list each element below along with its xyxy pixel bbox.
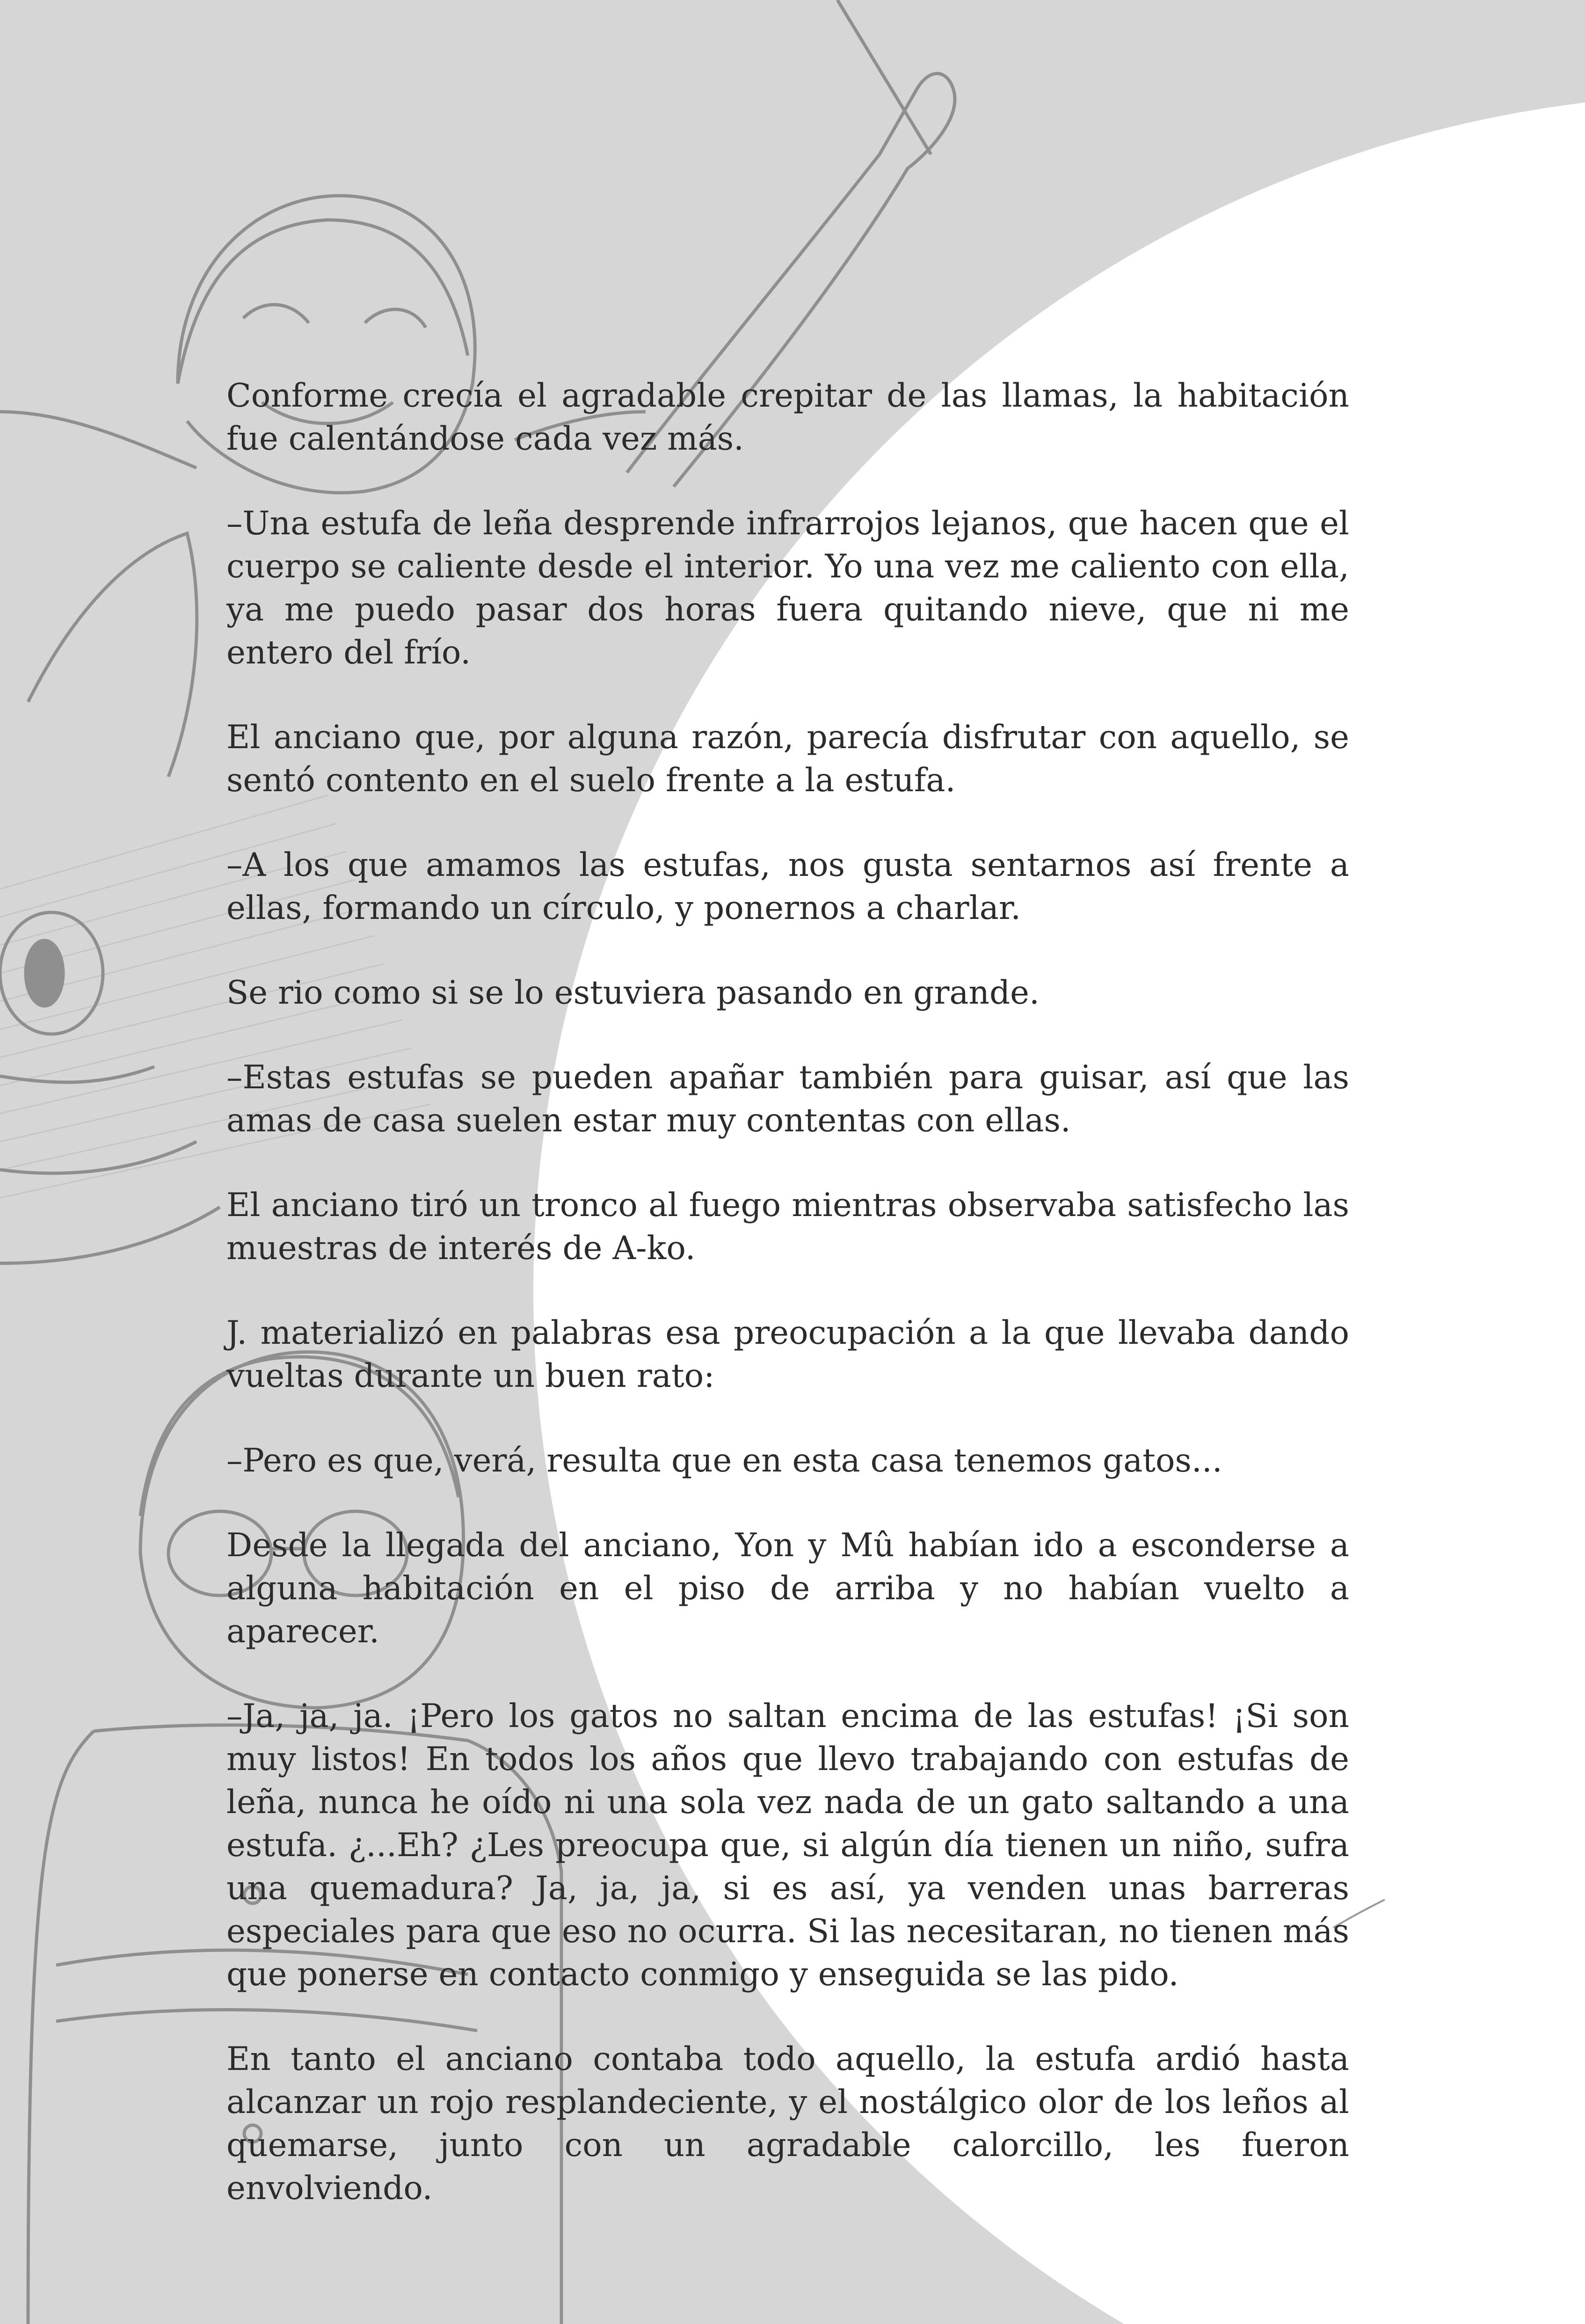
paragraph-3: El anciano que, por alguna razón, parecía disfrutar con aquello, se sentó contento en el suelo frente a la estufa. xyxy=(226,719,1349,799)
paragraph-11: –Ja, ja, ja. ¡Pero los gatos no saltan encima de las estufas! ¡Si son muy listos! En todos los años que llevo trabajando con estufas de leña, nunca he oído ni una sola vez nada de un gato saltando a una estufa. ¿...Eh? ¿Les preocupa que, si algún día tienen un niño, sufra una quemadura? Ja, ja, ja, si es así, ya venden unas barreras especiales para que eso no ocurra. Si las necesitaran, no tienen más que ponerse en contacto conmigo y enseguida se las pido. xyxy=(226,1697,1349,1993)
cat-pupil xyxy=(26,940,63,1006)
paragraph-1: Conforme crecía el agradable crepitar de las llamas, la habitación fue calentándose cada vez más. xyxy=(226,377,1349,458)
paragraph-12: En tanto el anciano contaba todo aquello, la estufa ardió hasta alcanzar un rojo resplandeciente, y el nostálgico olor de los leños al quemarse, junto con un agradable calorcillo, les fueron envolviendo. xyxy=(226,2040,1349,2207)
paragraph-4: –A los que amamos las estufas, nos gusta sentarnos así frente a ellas, formando un círculo, y ponernos a charlar. xyxy=(226,846,1349,927)
paragraph-5: Se rio como si se lo estuviera pasando en grande. xyxy=(226,974,1040,1012)
paragraph-2: –Una estufa de leña desprende infrarrojos lejanos, que hacen que el cuerpo se caliente desde el interior. Yo una vez me caliento con ella, ya me puedo pasar dos horas fuera quitando nieve, que ni me entero del frío. xyxy=(226,505,1349,671)
paragraph-10: Desde la llegada del anciano, Yon y Mû habían ido a esconderse a alguna habitación en el piso de arriba y no habían vuelto a aparecer. xyxy=(226,1527,1349,1650)
paragraph-8: J. materializó en palabras esa preocupación a la que llevaba dando vueltas durante un buen rato: xyxy=(226,1314,1349,1395)
paragraph-9: –Pero es que, verá, resulta que en esta casa tenemos gatos... xyxy=(226,1442,1222,1479)
paragraph-6: –Estas estufas se pueden apañar también para guisar, así que las amas de casa suelen estar muy contentas con ellas. xyxy=(226,1059,1349,1139)
paragraph-7: El anciano tiró un tronco al fuego mientras observaba satisfecho las muestras de interés de A-ko. xyxy=(226,1187,1349,1267)
story-text xyxy=(226,374,1349,2251)
